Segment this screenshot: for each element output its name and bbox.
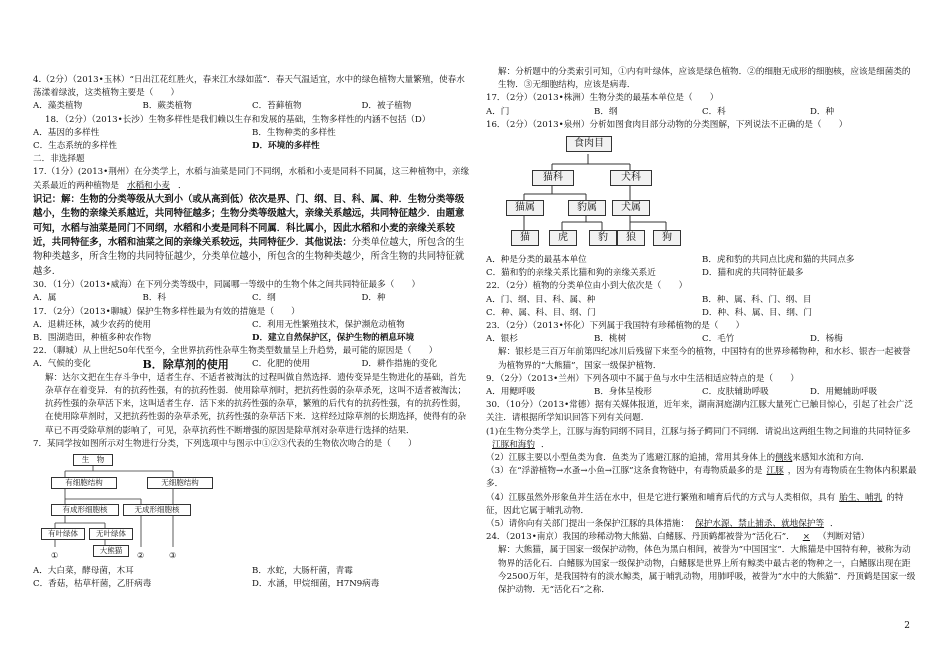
q17a-note [33,193,471,279]
answer: 江豚和海豹 [492,439,535,450]
option: C．种、属、科、目、纲、门 [486,307,596,318]
diagram-root: 生 物 [73,454,113,466]
q16-options [486,254,918,280]
answer: 保护水源、禁止捕杀、就地保护等 [695,519,825,530]
q22b-options [486,294,918,320]
answer: 侧线 [775,453,793,464]
q18-options [33,127,471,153]
diagram-node: 犬属 [612,200,650,216]
option: A．种是分类的最基本单位 [486,255,587,266]
option: D．种 [810,106,835,117]
q30-options [33,292,471,305]
option: B．蕨类植物 [142,101,192,112]
q18-stem: 18．（2分）（2013•长沙）生物多样性是我们赖以生存和发展的基础，生物多样性的内涵不包括（D） [45,114,431,125]
diagram-node: 猫属 [506,200,544,216]
q22a-analysis: 解：达尔文把在生存斗争中，适者生存、不适者被淘汰的过程叫做自然选择．遗传变异是生物进化的基础，首先杂草存在着变异．有的抗药性强，有的抗药性弱．使用除草剂时，把抗药性弱的杂草杀死，这叫不适者被淘汰；抗药性强的杂草活下来，这叫适者生存．活下来的抗药性强的杂草，繁殖的后代有的抗药性强，有的抗药性弱，在使用除草剂时，又把抗药性弱的杂草杀死，抗药性强的杂草活下来．这样经过除草剂的长期选择，使得有的杂草已不再受除草剂的影响了，可见，杂草抗药性不断增强的原因是除草剂对杂草进行选择的结果． [45,372,467,436]
q16-stem: 16．（2分）（2013•泉州）分析如图食肉目部分动物的分类图解，下列说法不正确的是（ ） [486,119,848,130]
q23-options [486,333,918,346]
diagram-node: 猫科 [532,170,574,186]
option: A．大白菜，酵母菌，木耳 [33,565,134,576]
option: A．藻类植物 [33,101,83,112]
option: D．杨梅 [810,334,843,345]
section-heading: 二．非选择题 [33,154,85,165]
q30b-sub4 [486,492,918,518]
option: D．种 [361,293,386,304]
option: C．利用无性繁殖技术，保护濒危动植物 [252,319,405,330]
q30b-sub3 [486,465,918,491]
q17b-stem: 17．（2分）（2013•聊城）保护生物多样性最为有效的措施是（ ） [33,306,300,317]
option: B．生物种类的多样性 [252,127,336,138]
option: A．门 [486,106,510,117]
option: A．基因的多样性 [33,127,100,138]
q9-options [486,386,918,399]
option: A．气候的变化 [33,359,91,370]
option: C．猫和豹的亲缘关系比猫和狗的亲缘关系近 [486,268,656,279]
option: D．耕作措施的变化 [361,359,438,370]
q30-stem: 30．（1分）（2013•威海）在下列分类等级中，同属哪一等级中的生物个体之间共同特征最多（ ） [33,280,421,291]
q30b-sub2 [486,452,918,465]
sub-text: （3）在“浮游植物→水蚤→小鱼→江豚”这条食物链中，有毒物质最多的是 [486,466,763,477]
option: C．科 [702,106,726,117]
q17a-text: 17.（1分）(2013•荆州）在分类学上，水稻与油菜是同门不同纲，水稻和小麦是同科不同属，这三种植物中，亲缘关系最近的两种植物是 [33,167,470,191]
diagram-node: 无细胞结构 [147,477,213,489]
q24-stem [486,531,918,544]
diagram-node: 无成形细胞核 [123,504,191,516]
sub-text: 的特征，因此它属于哺乳动物． [486,492,904,516]
q22b-stem: 22．（2分）植物的分类单位由小到大依次是（ ） [486,281,688,292]
diagram-root: 食肉目 [566,136,612,152]
diagram-mark: ① [51,550,59,560]
option: B．身体呈梭形 [594,387,652,398]
q17b-options [33,319,471,345]
diagram-node: 犬科 [610,170,652,186]
q24-answer: × [802,532,810,543]
option: B．围湖造田，种植多种农作物 [33,333,152,344]
option: A．退耕还林，减少农药的使用 [33,319,151,330]
option: A．用鳃呼吸 [486,387,536,398]
option: C．纲 [252,293,276,304]
option: C．皮肤辅助呼吸 [702,387,769,398]
option: D．猫和虎的共同特征最多 [702,268,804,279]
diagram-node: 有细胞结构 [51,477,117,489]
right-column [486,66,918,597]
diagram-node: 无叶绿体 [89,528,133,540]
q30b-sub1: (1)在生物分类学上，江豚与海豹同纲不同目，江豚与扬子鳄同门不同纲．请说出这两组生物之间谁的共同特征多江豚和海豹 ． [486,426,911,450]
q23-stem: 23．（2分）（2013•怀化）下列属于我国特有珍稀植物的是（ ） [486,321,745,332]
note-tail: 分类单位越大，所包含的生物种类越多，所含生物的共同特征越少，分类单位越小，所包含的生物种类越少，所含生物的共同特征就越多. [33,237,465,277]
q4-options [33,100,471,113]
diagram-leaf: 猫 [511,230,539,246]
q30b-stem: 30．（10分）（2013•常德）据有关媒体报道，近年来，湖南洞庭湖内江豚大量死亡已触目惊心，引起了社会广泛关注．请根据所学知识回答下列有关问题． [486,400,913,424]
answer: 江豚 [766,466,784,477]
option: D．环境的多样性 [252,141,320,152]
option: C．苔藓植物 [252,101,302,112]
q24-text: 24．（2013•南京）我国的珍稀动物大熊猫、白鳍豚、丹顶鹤都被誉为“活化石”． [486,532,795,543]
option: C．生态系统的多样性 [33,141,117,152]
sub-text: （4）江豚虽然外形象鱼并生活在水中，但是它进行繁殖和哺育后代的方式与人类相似，具有 [486,492,836,503]
option: C．化肥的使用 [252,359,311,370]
option: C．毛竹 [702,334,735,345]
q22a-stem: 22．（聊城）从上世纪50年代至今，全世界抗药性杂草生物类型数量呈上升趋势，最可能的原因是（ ） [33,346,438,357]
option: B．科 [142,293,167,304]
sub-text: ，因为有毒物质在生物体内积累最多． [486,466,917,490]
q17c-options [486,106,918,119]
q17a-stem: 17.（1分）(2013•荆州）在分类学上，水稻与油菜是同门不同纲，水稻和小麦是同科不同属，这三种植物中，亲缘关系最近的两种植物是 水稻和小麦 ． [33,167,470,191]
diagram-leaf: 虎 [549,230,577,246]
diagram-leaf: 大熊猫 [93,545,129,557]
q24-analysis: 解：大熊猫，属于国家一级保护动物，体色为黑白相间，被誉为“中国国宝”．大熊猫是中国特有种，被称为动物界的活化石．白鳍豚为国家一级保护动物，白鳍豚是世界上所有鲸类中最古老的物种之一，白鳍豚出现在距今2500万年，是我国特有的淡水鲸类，属于哺乳动物，用肺呼吸，被誉为“水中的大熊猫”．丹顶鹤是国家一级保护动物．无“活化石”之称． [498,545,916,596]
diagram-mark: ③ [169,550,177,560]
carnivora-diagram [506,134,696,252]
diagram-leaf: 豹 [589,230,617,246]
q7-options [33,565,471,591]
diagram-node: 有成形细胞核 [51,504,119,516]
sub-text: （2）江豚主要以小型鱼类为食．鱼类为了逃避江豚的追捕，常用其身体上的 [486,453,776,464]
classification-diagram [48,453,241,563]
option: B．纲 [594,106,618,117]
option: D．种、科、属、目、纲、门 [702,307,813,318]
option: D．被子植物 [361,101,412,112]
q22a-options [33,358,471,371]
q9-stem: 9．（2分）（2013•兰州）下列各项中不属于鱼与水中生活相适应特点的是（ ） [486,373,799,384]
page-number: 2 [904,621,910,631]
diagram-mark: ② [137,550,145,560]
option: B．除草剂的使用 [142,358,229,372]
diagram-node: 有叶绿体 [41,528,85,540]
q17a-answer: 水稻和小麦 [126,180,170,191]
q7-analysis: 解：分析题中的分类索引可知，①内有叶绿体，应该是绿色植物．②的细胞无成形的细胞核，应该是细菌类的生物．③无细胞结构，应该是病毒． [498,67,911,91]
option: D．建立自然保护区，保护生物的栖息环境 [252,333,415,344]
diagram-leaf: 狼 [617,230,645,246]
option: A．属 [33,293,57,304]
sub-text: （5）请你向有关部门提出一条保护江豚的具体措施： [486,519,690,530]
q30b-sub5 [486,518,918,531]
option: B．桃树 [594,334,627,345]
left-column [33,74,471,591]
option: B．种、属、科、门、纲、目 [702,294,812,305]
option: B．虎和豹的共同点比虎和猫的共同点多 [702,255,855,266]
q4-stem: 4.（2分）（2013•玉林）“日出江花红胜火，春来江水绿如蓝”．春天气温适宜，水中的绿色植物大量繁殖，使春水荡漾着绿波，这类植物主要是（ ） [33,75,465,99]
option: D．水涵，甲烷细菌，H7N9病毒 [252,579,380,590]
q17c-stem: 17．（2分）（2013•株洲）生物分类的最基本单位是（ ） [486,93,719,104]
answer: 胎生、哺乳 [839,492,883,503]
diagram-leaf: 狗 [653,230,681,246]
option: A．银杉 [486,334,518,345]
q7-stem: 7．某同学按如图所示对生物进行分类，下列选项中与图示中①②③代表的生物依次吻合的是（ ） [33,438,417,449]
note-label: 识记：解： [33,193,80,205]
q24-tail: （判断对错） [817,532,870,543]
note-text: 生物的分类等级从大到小（或从高到低）依次是界、门、纲、目、科、属、种．生物分类等级越小，生物的亲缘关系越近，共同特征越多；生物分类等级越大，亲缘关系越远，共同特征越少．由题意可知，水稻与油菜是同门不同纲，水稻和小麦是同科不同属．科比属小，因此水稻和小麦的亲缘关系较近，共同特征多，水稻和油菜之间的亲缘关系较远，共同特征少．其他说法： [33,193,465,249]
option: A．门、纲、目、科、属、种 [486,294,596,305]
sub-text: (1)在生物分类学上，江豚与海豹同纲不同目，江豚与扬子鳄同门不同纲．请说出这两组生物之间谁的共同特征多 [486,426,911,437]
option: D．用鳃辅助呼吸 [810,387,878,398]
diagram-node: 豹属 [568,200,606,216]
q23-analysis: 解：银杉是三百万年前第四纪冰川后残留下来至今的植物，中国特有的世界珍稀物种，和水杉、银杏一起被誉为植物界的“大熊猫”，国家一级保护植物． [498,347,911,371]
sub-text: 来感知水流和方向． [792,453,870,464]
option: B．水蛇，大肠杆菌，青霉 [252,565,353,576]
option: C．香菇，枯草杆菌，乙肝病毒 [33,579,152,590]
sub-text: ． [830,519,839,530]
